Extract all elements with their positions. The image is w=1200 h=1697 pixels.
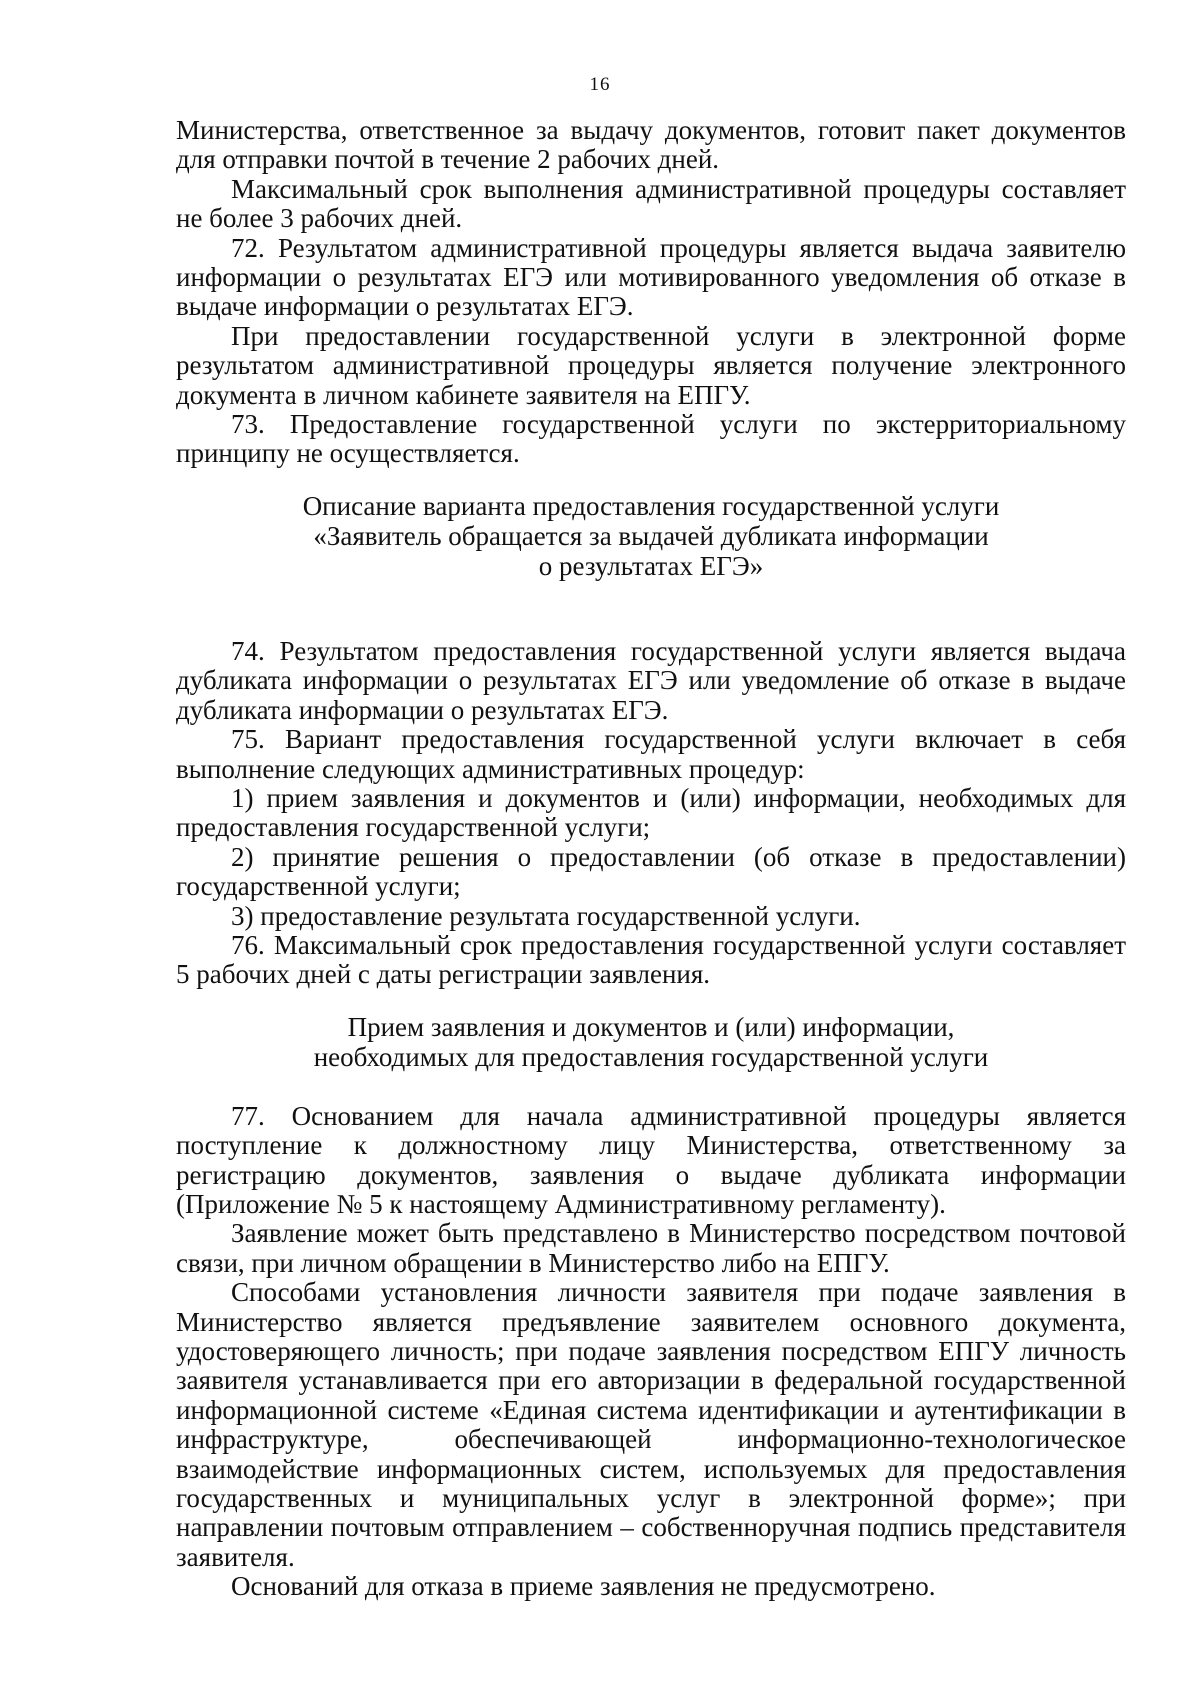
heading-line: «Заявитель обращается за выдачей дубликата информации	[313, 520, 989, 551]
document-body	[176, 116, 1126, 1602]
paragraph: 75. Вариант предоставления государственной услуги включает в себя выполнение следующих административных процедур:	[176, 724, 1126, 784]
paragraph: 76. Максимальный срок предоставления государственной услуги составляет 5 рабочих дней с даты регистрации заявления.	[176, 929, 1126, 990]
paragraph: 74. Результатом предоставления государственной услуги является выдача дубликата информации о результатах ЕГЭ или уведомление об отказе в выдаче дубликата информации о результатах ЕГЭ.	[176, 635, 1126, 725]
heading-line: о результатах ЕГЭ»	[538, 550, 764, 581]
heading-line: Прием заявления и документов и (или) информации,	[347, 1011, 955, 1042]
heading-line: Описание варианта предоставления государственной услуги	[302, 490, 1000, 521]
paragraph: 77. Основанием для начала административной процедуры является поступление к должностному лицу Министерства, ответственному за регистрацию документов, заявления о выдаче дубликата информации (Приложение № 5 к настоящему Административному регламенту).	[176, 1100, 1126, 1219]
paragraph: Способами установления личности заявителя при подаче заявления в Министерство является предъявление заявителем основного документа, удостоверяющего личность; при подаче заявления посредством ЕПГУ личность заявителя устанавливается при его авторизации в федеральной государственной информационной системе «Единая система идентификации и аутентификации в инфраструктуре, обеспечивающей информационно-технологическое взаимодействие информационных систем, используемых для предоставления государственных и муниципальных услуг в электронной форме»; при направлении почтовым отправлением – собственноручная подпись представителя заявителя.	[176, 1277, 1126, 1572]
list-item: 2) принятие решения о предоставлении (об отказе в предоставлении) государственной услуги;	[176, 841, 1126, 902]
paragraph: 73. Предоставление государственной услуги по экстерриториальному принципу не осуществляется.	[176, 409, 1126, 469]
section-heading	[176, 491, 1126, 581]
list-item: 1) прием заявления и документов и (или) информации, необходимых для предоставления государственной услуги;	[176, 782, 1126, 843]
list-item: 3) предоставление результата государственной услуги.	[231, 900, 861, 931]
paragraph: Заявление может быть представлено в Министерство посредством почтовой связи, при личном обращении в Министерство либо на ЕПГУ.	[176, 1218, 1126, 1278]
paragraph: 72. Результатом административной процедуры является выдача заявителю информации о результатах ЕГЭ или мотивированного уведомления об отказе в выдаче информации о результатах ЕГЭ.	[176, 232, 1126, 322]
heading-line: необходимых для предоставления государственной услуги	[313, 1041, 989, 1072]
paragraph: Максимальный срок выполнения административной процедуры составляет не более 3 рабочих дней.	[176, 173, 1126, 234]
section-heading	[176, 1012, 1126, 1072]
paragraph: Министерства, ответственное за выдачу документов, готовит пакет документов для отправки почтой в течение 2 рабочих дней.	[176, 115, 1126, 175]
page-number: 16	[589, 74, 611, 95]
paragraph: Оснований для отказа в приеме заявления не предусмотрено.	[231, 1571, 936, 1602]
paragraph: При предоставлении государственной услуги в электронной форме результатом административной процедуры является получение электронного документа в личном кабинете заявителя на ЕПГУ.	[176, 320, 1126, 410]
